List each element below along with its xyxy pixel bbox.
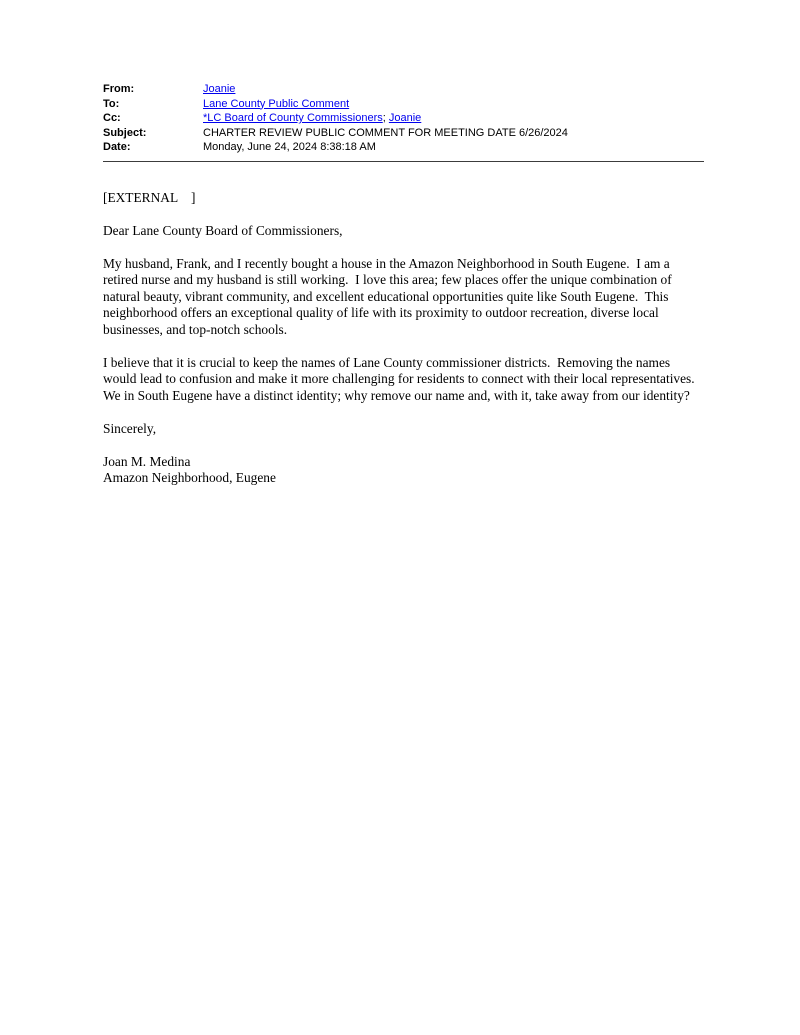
email-body	[103, 190, 704, 487]
header-row-from	[103, 82, 704, 97]
to-label: To:	[103, 97, 120, 110]
external-tag: [EXTERNAL ]	[103, 189, 196, 205]
cc-label: Cc:	[103, 112, 121, 124]
from-value	[203, 82, 704, 97]
date-label: Date:	[103, 141, 131, 153]
subject-value: CHARTER REVIEW PUBLIC COMMENT FOR MEETING DATE 6/26/2024	[203, 126, 568, 139]
date-value: Monday, June 24, 2024 8:38:18 AM	[203, 141, 376, 153]
header-row-cc	[103, 111, 704, 126]
body-paragraph-2: I believe that it is crucial to keep the names of Lane County commissioner districts. Removing the names would lead to confusion and make it more challenging for residents to connect with their local representatives. We in South Eugene have a distinct identity; why remove our name and, with it, take away from our identity?	[103, 354, 702, 403]
from-link[interactable]: Joanie	[203, 83, 236, 95]
header-row-to	[103, 97, 704, 112]
body-paragraph-1: My husband, Frank, and I recently bought a house in the Amazon Neighborhood in South Eugene. I am a retired nurse and my husband is still working. I love this area; few places offer the unique combination of natural beauty, vibrant community, and excellent educational opportunities quite like South Eugene. This neighborhood offers an exceptional quality of life with its proximity to outdoor recreation, diverse local businesses, and top-notch schools.	[103, 255, 676, 337]
cc-value	[203, 111, 704, 126]
signature-location: Amazon Neighborhood, Eugene	[103, 470, 276, 485]
cc-link-board[interactable]: *LC Board of County Commissioners	[203, 112, 383, 124]
from-label: From:	[103, 83, 135, 95]
to-link[interactable]: Lane County Public Comment	[203, 97, 350, 110]
email-content	[103, 82, 704, 487]
header-row-date	[103, 140, 704, 155]
header-row-subject	[103, 126, 704, 141]
to-value	[203, 97, 704, 112]
cc-separator: ;	[382, 112, 389, 124]
email-header	[103, 82, 704, 162]
closing: Sincerely,	[103, 420, 157, 436]
salutation: Dear Lane County Board of Commissioners,	[103, 222, 343, 238]
cc-link-joanie[interactable]: Joanie	[388, 112, 422, 124]
subject-label: Subject:	[103, 126, 147, 139]
signature-name: Joan M. Medina	[103, 453, 191, 469]
